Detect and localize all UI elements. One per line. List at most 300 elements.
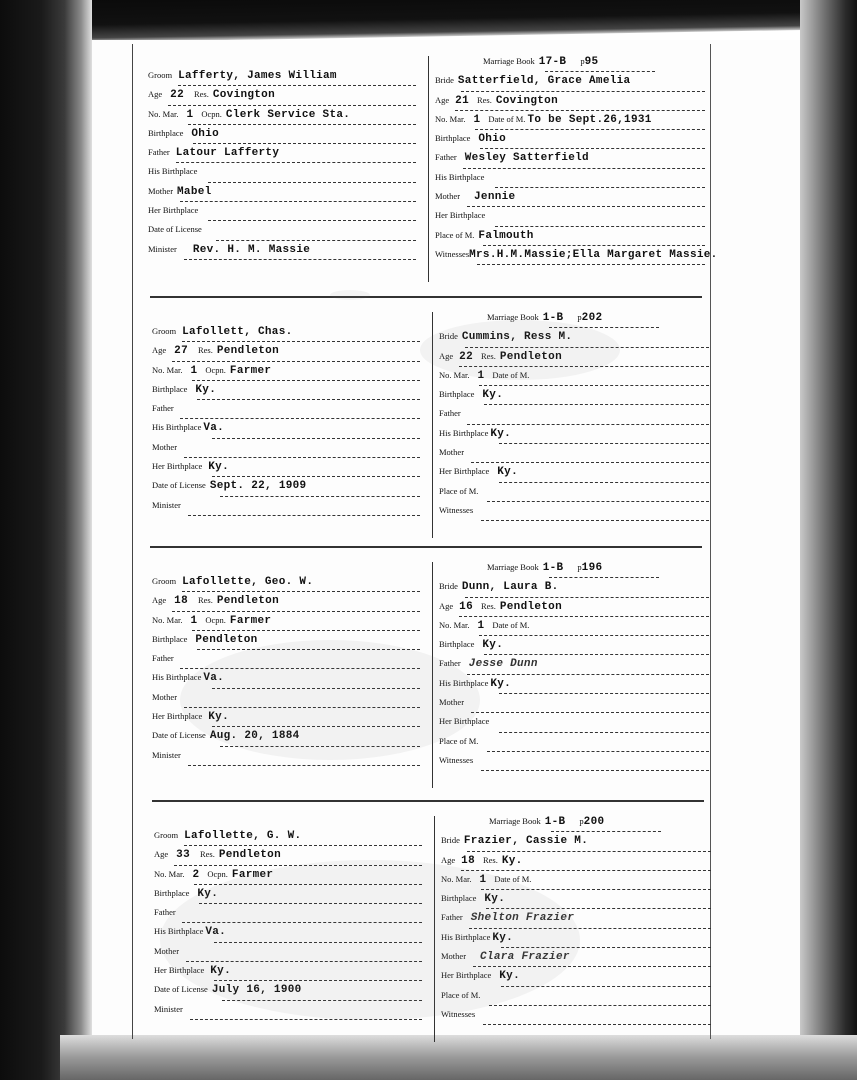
bride-birthplace-row (435, 133, 725, 152)
mother-label: Mother (152, 691, 178, 702)
groom-age-row (148, 89, 418, 108)
groom-residence: Covington (212, 89, 275, 102)
groom-row (152, 576, 422, 595)
marriage-book-row (441, 816, 731, 835)
form-underline (180, 201, 416, 202)
marriage-book-label: Marriage Book (483, 56, 535, 66)
birthplace-label: Birthplace (154, 887, 190, 898)
date-of-license-label: Date of License (148, 224, 202, 235)
bride-witnesses-row (439, 505, 729, 524)
birthplace-label: Birthplace (439, 389, 475, 400)
form-underline (483, 245, 705, 246)
groom-name: Lafollette, G. W. (184, 830, 302, 842)
father-label: Father (152, 653, 174, 664)
marriage-book-number: 1-B (544, 816, 566, 828)
page-margin-line (132, 44, 133, 1039)
scan-smudge (330, 290, 370, 300)
form-underline (499, 693, 709, 694)
page-label: p (577, 312, 582, 322)
her-birthplace-label: Her Birthplace (439, 716, 490, 727)
her-birthplace-label: Her Birthplace (152, 711, 203, 722)
record-separator-rule (150, 546, 702, 548)
bride-column (428, 56, 725, 282)
groom-father-birthplace: Va. (205, 926, 227, 939)
form-underline (182, 591, 420, 592)
bride-witnesses-row (441, 1009, 731, 1028)
bride-birthplace: Ky. (482, 639, 504, 652)
bride-name: Frazier, Cassie M. (463, 835, 589, 848)
marriage-book-row (439, 562, 729, 581)
groom-birthplace: Ky. (195, 383, 217, 396)
form-underline (484, 404, 709, 405)
minister-label: Minister (152, 749, 181, 760)
groom-age-row (152, 345, 422, 364)
mother-label: Mother (439, 447, 465, 458)
groom-mother-row (148, 186, 418, 205)
bride-label: Bride (439, 331, 458, 342)
mother-label: Mother (439, 697, 465, 708)
bride-age-row (441, 855, 731, 874)
marriage-book-page: 202 (581, 312, 603, 324)
groom-minister-row (152, 500, 422, 519)
her-birthplace-label: Her Birthplace (439, 466, 490, 477)
form-underline (477, 264, 705, 265)
form-underline (184, 457, 420, 458)
birthplace-label: Birthplace (152, 383, 188, 394)
marriage-book-page: 200 (583, 816, 605, 828)
bride-father-row (435, 152, 725, 171)
date-of-m-label: Date of M. (488, 113, 526, 124)
form-underline (467, 206, 705, 207)
groom-mother: Mabel (177, 185, 212, 198)
bride-father-birthplace: Ky. (490, 427, 512, 440)
form-underline (463, 168, 705, 169)
bride-father: Shelton Frazier (470, 912, 575, 925)
her-birthplace-label: Her Birthplace (148, 205, 199, 216)
groom-name: Lafollett, Chas. (182, 326, 293, 338)
bride-father-row (439, 658, 729, 677)
date-of-license-label: Date of License (152, 730, 206, 741)
groom-occupation: Farmer (229, 614, 272, 627)
ocpn-label: Ocpn. (205, 614, 226, 625)
groom-date-of-license: Sept. 22, 1909 (209, 480, 307, 493)
mother-label: Mother (441, 951, 467, 962)
father-label: Father (435, 152, 457, 163)
groom-father-birthplace: Va. (203, 672, 225, 685)
form-underline (184, 845, 422, 846)
bride-place-row (439, 736, 729, 755)
bride-birthplace-row (439, 389, 729, 408)
place-of-m-label: Place of M. (439, 485, 479, 496)
marriage-book-number: 1-B (542, 312, 564, 324)
date-of-m-label: Date of M. (494, 873, 532, 884)
her-birthplace-label: Her Birthplace (152, 461, 203, 472)
age-label: Age (152, 595, 167, 606)
place-of-m-label: Place of M. (435, 229, 475, 240)
his-birthplace-label: His Birthplace (148, 166, 198, 177)
form-underline (551, 831, 661, 832)
groom-age: 22 (170, 89, 184, 102)
bride-number-of-marriages: 1 (473, 113, 481, 126)
bride-residence: Pendleton (499, 600, 562, 613)
bride-his-birthplace-row (439, 428, 729, 447)
form-underline (495, 226, 705, 227)
form-underline (216, 240, 416, 241)
bride-mother-birthplace: Ky. (499, 970, 520, 983)
place-of-m-label: Place of M. (441, 989, 481, 1000)
minister-label: Minister (154, 1003, 183, 1014)
form-underline (481, 520, 709, 521)
groom-age: 18 (174, 595, 188, 608)
scan-smudge (420, 320, 620, 380)
groom-birthplace: Ky. (197, 887, 219, 900)
groom-age-row (152, 595, 422, 614)
bride-column (432, 562, 729, 788)
form-underline (220, 496, 420, 497)
form-underline (495, 187, 705, 188)
bride-his-birthplace-row (435, 172, 725, 191)
form-underline (467, 674, 709, 675)
res-label: Res. (197, 595, 213, 606)
no-mar-label: No. Mar. (435, 113, 466, 124)
ocpn-label: Ocpn. (207, 868, 228, 879)
bride-number-of-marriages: 1 (479, 873, 487, 886)
res-label: Res. (197, 345, 213, 356)
groom-number-of-marriages: 1 (190, 364, 198, 377)
no-mar-label: No. Mar. (439, 369, 470, 380)
bride-residence: Covington (495, 94, 558, 107)
witnesses-label: Witnesses (441, 1008, 476, 1019)
groom-her-birthplace-row (152, 461, 422, 480)
bride-mother-birthplace: Ky. (497, 466, 518, 479)
date-of-m-label: Date of M. (492, 619, 530, 630)
groom-license-row (152, 480, 422, 499)
bride-age: 16 (459, 600, 473, 613)
bride-name: Dunn, Laura B. (461, 581, 559, 594)
bride-birthplace: Ky. (482, 389, 504, 402)
place-of-m-label: Place of M. (439, 735, 479, 746)
witnesses-label: Witnesses (439, 754, 474, 765)
groom-residence: Pendleton (218, 849, 281, 862)
bride-witnesses-row (439, 755, 729, 774)
groom-occupation: Farmer (231, 868, 274, 881)
groom-row (148, 70, 418, 89)
form-underline (499, 482, 709, 483)
form-underline (176, 162, 416, 163)
form-underline (481, 770, 709, 771)
bride-age: 21 (455, 94, 469, 107)
groom-father-birthplace: Va. (203, 422, 225, 435)
witnesses-label: Witnesses (435, 248, 470, 259)
form-underline (212, 476, 420, 477)
no-mar-label: No. Mar. (441, 873, 472, 884)
bride-label: Bride (441, 835, 460, 846)
form-underline (178, 85, 416, 86)
res-label: Res. (476, 94, 492, 105)
bride-number-of-marriages: 1 (477, 619, 485, 632)
age-label: Age (148, 89, 163, 100)
groom-column (152, 326, 422, 519)
form-underline (168, 105, 416, 106)
marriage-book-number: 17-B (538, 56, 567, 68)
date-of-license-label: Date of License (154, 984, 208, 995)
birthplace-label: Birthplace (435, 133, 471, 144)
groom-label: Groom (148, 70, 173, 80)
form-underline (188, 124, 416, 125)
father-label: Father (154, 907, 176, 918)
groom-marriage-row (148, 109, 418, 128)
form-underline (461, 870, 711, 871)
age-label: Age (152, 345, 167, 356)
groom-row (152, 326, 422, 345)
form-underline (487, 501, 709, 502)
his-birthplace-label: His Birthplace (441, 931, 491, 942)
bride-witnesses-row (435, 249, 725, 268)
bride-residence: Pendleton (499, 350, 562, 363)
form-underline (483, 1024, 711, 1025)
bride-place-row (439, 486, 729, 505)
bride-mother-row (439, 697, 729, 716)
form-underline (188, 765, 420, 766)
groom-number-of-marriages: 1 (186, 108, 194, 121)
birthplace-label: Birthplace (439, 639, 475, 650)
form-underline (180, 418, 420, 419)
minister-label: Minister (148, 243, 177, 254)
father-label: Father (439, 408, 461, 419)
father-label: Father (152, 403, 174, 414)
bride-name: Satterfield, Grace Amelia (457, 75, 631, 88)
ocpn-label: Ocpn. (205, 364, 226, 375)
groom-occupation: Clerk Service Sta. (225, 108, 351, 121)
mother-label: Mother (154, 945, 180, 956)
res-label: Res. (482, 854, 498, 865)
date-of-license-label: Date of License (152, 480, 206, 491)
groom-birthplace: Pendleton (195, 633, 258, 646)
his-birthplace-label: His Birthplace (439, 677, 489, 688)
no-mar-label: No. Mar. (152, 614, 183, 625)
form-underline (549, 577, 659, 578)
form-underline (184, 259, 416, 260)
record-separator-rule (152, 800, 704, 802)
groom-minister-row (148, 244, 418, 263)
form-underline (455, 110, 705, 111)
her-birthplace-label: Her Birthplace (435, 210, 486, 221)
groom-mother-birthplace: Ky. (208, 711, 229, 724)
no-mar-label: No. Mar. (152, 364, 183, 375)
bride-residence: Ky. (501, 854, 523, 867)
form-underline (545, 71, 655, 72)
bride-father: Jesse Dunn (468, 658, 538, 671)
marriage-book-label: Marriage Book (487, 562, 539, 572)
bride-label: Bride (439, 581, 458, 592)
bride-date-of-marriage: To be Sept.26,1931 (527, 113, 652, 126)
form-underline (172, 361, 420, 362)
groom-minister: Rev. H. M. Massie (192, 243, 311, 256)
marriage-book-number: 1-B (542, 562, 564, 574)
groom-marriage-row (152, 615, 422, 634)
bride-mother-row (439, 447, 729, 466)
bride-marriage-row (435, 114, 725, 133)
bride-age-row (435, 95, 725, 114)
groom-mother-row (152, 442, 422, 461)
birthplace-label: Birthplace (148, 127, 184, 138)
mother-label: Mother (435, 191, 461, 202)
his-birthplace-label: His Birthplace (154, 926, 204, 937)
age-label: Age (439, 350, 454, 361)
marriage-book-page: 196 (581, 562, 603, 574)
scan-top-edge (0, 0, 857, 44)
no-mar-label: No. Mar. (439, 619, 470, 630)
scan-right-edge (800, 0, 857, 1080)
groom-number-of-marriages: 2 (192, 868, 200, 881)
scan-smudge (160, 860, 580, 1020)
father-label: Father (148, 147, 170, 158)
groom-father-row (148, 147, 418, 166)
bride-marriage-row (439, 620, 729, 639)
groom-mother-birthplace: Ky. (210, 965, 231, 978)
bride-witnesses: Mrs.H.M.Massie;Ella Margaret Massie. (469, 248, 718, 261)
form-underline (212, 438, 420, 439)
groom-occupation: Farmer (229, 364, 272, 377)
res-label: Res. (193, 89, 209, 100)
bride-her-birthplace-row (435, 210, 725, 229)
scan-smudge (180, 640, 480, 760)
bride-age: 22 (459, 350, 473, 363)
bride-label: Bride (435, 75, 454, 86)
res-label: Res. (480, 350, 496, 361)
ocpn-label: Ocpn. (201, 108, 222, 119)
marriage-book-label: Marriage Book (489, 816, 541, 826)
groom-mother-birthplace: Ky. (208, 461, 229, 474)
groom-father: Latour Lafferty (175, 147, 280, 160)
page-label: p (579, 816, 584, 826)
mother-label: Mother (152, 441, 178, 452)
bride-birthplace-row (439, 639, 729, 658)
groom-his-birthplace-row (152, 422, 422, 441)
form-underline (471, 462, 709, 463)
bride-father: Wesley Satterfield (464, 152, 589, 165)
form-underline (172, 611, 420, 612)
form-underline (465, 597, 709, 598)
form-underline (182, 341, 420, 342)
groom-column (148, 70, 418, 263)
groom-father-row (152, 403, 422, 422)
groom-residence: Pendleton (216, 345, 279, 358)
groom-label: Groom (154, 830, 179, 840)
form-underline (459, 616, 709, 617)
groom-date-of-license: July 16, 1900 (211, 984, 302, 997)
form-underline (188, 515, 420, 516)
bride-row (439, 581, 729, 600)
bride-age: 18 (461, 854, 475, 867)
bride-birthplace: Ohio (478, 133, 507, 146)
age-label: Age (154, 849, 169, 860)
form-underline (499, 732, 709, 733)
bride-her-birthplace-row (439, 716, 729, 735)
groom-row (154, 830, 424, 849)
bride-place-of-marriage: Falmouth (478, 229, 534, 242)
minister-label: Minister (152, 499, 181, 510)
groom-birthplace-row (148, 128, 418, 147)
bride-place-row (435, 230, 725, 249)
form-underline (480, 148, 705, 149)
bride-row (441, 835, 731, 854)
bride-birthplace: Ky. (484, 893, 506, 906)
res-label: Res. (480, 600, 496, 611)
bride-her-birthplace-row (439, 466, 729, 485)
form-underline (193, 143, 416, 144)
groom-name: Lafollette, Geo. W. (182, 576, 314, 588)
bride-mother: Clara Frazier (480, 951, 570, 964)
scan-left-edge (0, 0, 92, 1080)
marriage-book-page: 95 (584, 56, 599, 68)
res-label: Res. (199, 849, 215, 860)
her-birthplace-label: Her Birthplace (154, 965, 205, 976)
form-underline (192, 380, 420, 381)
his-birthplace-label: His Birthplace (435, 171, 485, 182)
bride-number-of-marriages: 1 (477, 369, 485, 382)
bride-mother: Jennie (474, 191, 516, 204)
his-birthplace-label: His Birthplace (439, 427, 489, 438)
marriage-book-label: Marriage Book (487, 312, 539, 322)
form-underline (489, 1005, 711, 1006)
bride-father-birthplace: Ky. (490, 677, 512, 690)
form-underline (461, 91, 705, 92)
father-label: Father (439, 658, 461, 669)
groom-name: Lafferty, James William (178, 70, 337, 82)
form-underline (475, 129, 705, 130)
form-underline (471, 712, 709, 713)
form-underline (479, 385, 709, 386)
bride-name: Cummins, Ress M. (461, 331, 573, 344)
groom-number-of-marriages: 1 (190, 614, 198, 627)
form-underline (208, 220, 416, 221)
form-underline (484, 654, 709, 655)
groom-her-birthplace-row (148, 205, 418, 224)
record-separator-rule (150, 296, 702, 298)
her-birthplace-label: Her Birthplace (441, 970, 492, 981)
father-label: Father (441, 912, 463, 923)
form-underline (197, 399, 420, 400)
groom-birthplace-row (152, 384, 422, 403)
form-underline (467, 424, 709, 425)
age-label: Age (435, 94, 450, 105)
age-label: Age (441, 854, 456, 865)
form-underline (467, 851, 711, 852)
groom-date-of-license: Aug. 20, 1884 (209, 730, 300, 743)
birthplace-label: Birthplace (152, 633, 188, 644)
birthplace-label: Birthplace (441, 893, 477, 904)
bride-age-row (439, 601, 729, 620)
his-birthplace-label: His Birthplace (152, 422, 202, 433)
groom-residence: Pendleton (216, 595, 279, 608)
form-underline (487, 751, 709, 752)
groom-age: 33 (176, 849, 190, 862)
groom-license-row (148, 224, 418, 243)
groom-label: Groom (152, 576, 177, 586)
form-underline (479, 635, 709, 636)
his-birthplace-label: His Birthplace (152, 672, 202, 683)
mother-label: Mother (148, 185, 174, 196)
marriage-record (148, 56, 718, 262)
form-underline (499, 443, 709, 444)
groom-label: Groom (152, 326, 177, 336)
bride-father-row (439, 408, 729, 427)
bride-father-birthplace: Ky. (492, 931, 514, 944)
bride-his-birthplace-row (439, 678, 729, 697)
page-label: p (580, 56, 585, 66)
no-mar-label: No. Mar. (148, 108, 179, 119)
